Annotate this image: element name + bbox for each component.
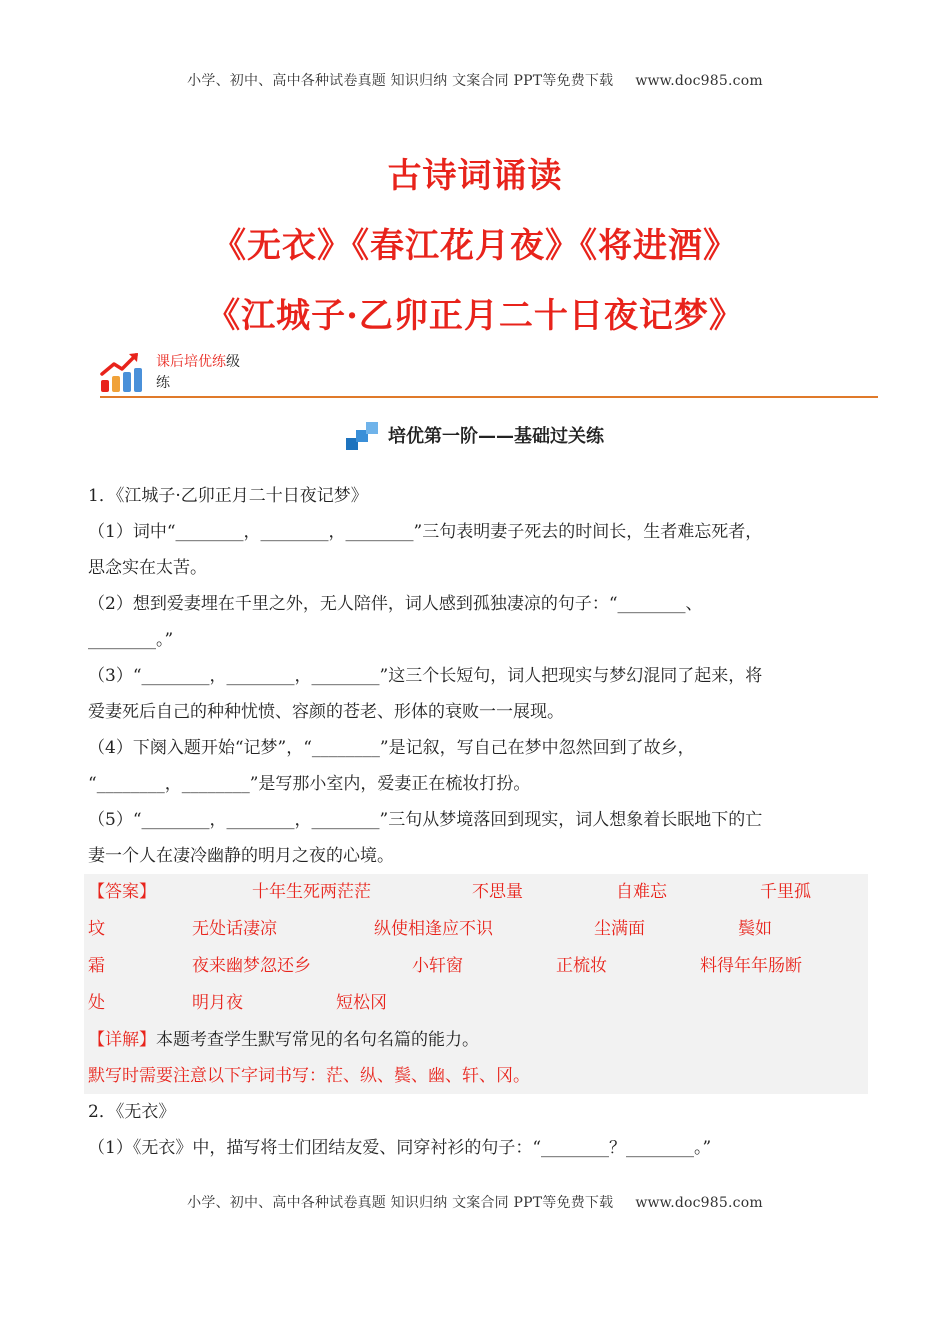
answer-row — [88, 948, 868, 985]
header-url[interactable]: www.doc985.com — [635, 73, 763, 89]
answer-item: 纵使相逢应不识 — [374, 919, 493, 939]
detail-line1 — [88, 1022, 868, 1058]
growth-chart-icon — [100, 350, 144, 394]
answer-item: 无处话凄凉 — [192, 919, 277, 939]
banner-label — [156, 352, 240, 394]
q1-part2-line2: ________。” — [88, 630, 174, 650]
stairs-icon — [346, 420, 380, 450]
answer-item: 明月夜 — [192, 993, 243, 1013]
q2-title: 2．《无衣》 — [88, 1102, 176, 1122]
banner-label-black1: 级 — [226, 354, 240, 370]
subtitle-poems: 《无衣》《春江花月夜》《将进酒》 — [212, 226, 738, 266]
detail-label: 【详解】 — [88, 1030, 156, 1050]
answer-item: 霜 — [88, 956, 105, 976]
q1-part3-line2: 爱妻死后自己的种种忧愤、容颜的苍老、形体的衰败一一展现。 — [88, 702, 564, 722]
q1-part5-line1: （5）“________，________，________”三句从梦境落回到现实，词人想象着长眠地下的亡 — [88, 810, 763, 830]
section-heading — [0, 420, 950, 454]
answer-row — [88, 985, 868, 1022]
answer-item: 十年生死两茫茫 — [252, 882, 371, 902]
q1-part3-line1: （3）“________，________，________”这三个长短句，词人把现实与梦幻混同了起来，将 — [88, 666, 763, 686]
document-body — [88, 478, 868, 1166]
answer-item: 千里孤 — [760, 882, 811, 902]
page-footer — [0, 1192, 950, 1212]
answer-item: 不思量 — [472, 882, 523, 902]
answer-item: 料得年年肠断 — [700, 956, 802, 976]
q1-part1-line1: （1）词中“________，________，________”三句表明妻子死去的时间长，生者难忘死者， — [88, 522, 763, 542]
practice-banner — [100, 348, 878, 400]
detail-text: 本题考查学生默写常见的名句名篇的能力。 — [156, 1030, 479, 1050]
answer-row — [88, 874, 868, 911]
detail-line2: 默写时需要注意以下字词书写：茫、纵、鬓、幽、轩、冈。 — [88, 1066, 530, 1086]
q1-part2-line1: （2）想到爱妻埋在千里之外，无人陪伴，词人感到孤独凄凉的句子：“________、 — [88, 594, 703, 614]
answer-item: 小轩窗 — [412, 956, 463, 976]
answer-item: 夜来幽梦忽还乡 — [192, 956, 311, 976]
q1-part4-line2: “________，________”是写那小室内，爱妻正在梳妆打扮。 — [88, 774, 531, 794]
q2-part1: （1）《无衣》中，描写将士们团结友爱、同穿衬衫的句子：“________？________。” — [88, 1138, 712, 1158]
answer-label: 【答案】 — [88, 882, 156, 902]
main-title: 古诗词诵读 — [387, 156, 563, 196]
answer-item: 坟 — [88, 919, 105, 939]
q1-part4-line1: （4）下阕入题开始“记梦”，“________”是记叙，写自己在梦中忽然回到了故乡， — [88, 738, 695, 758]
answer-item: 自难忘 — [616, 882, 667, 902]
answer-item: 尘满面 — [594, 919, 645, 939]
header-text: 小学、初中、高中各种试卷真题 知识归纳 文案合同 PPT等免费下载 — [187, 73, 614, 89]
q1-part5-line2: 妻一个人在凄冷幽静的明月之夜的心境。 — [88, 846, 394, 866]
answer-box — [84, 874, 868, 1094]
subtitle-jiangchengzi: 《江城子·乙卯正月二十日夜记梦》 — [206, 296, 744, 336]
q1-part1-line2: 思念实在太苦。 — [88, 558, 207, 578]
banner-label-black2: 练 — [156, 375, 170, 391]
footer-text: 小学、初中、高中各种试卷真题 知识归纳 文案合同 PPT等免费下载 — [187, 1195, 614, 1211]
answer-item: 正梳妆 — [556, 956, 607, 976]
section-title: 培优第一阶——基础过关练 — [388, 426, 604, 447]
answer-item: 处 — [88, 993, 105, 1013]
banner-divider — [100, 396, 878, 398]
footer-url[interactable]: www.doc985.com — [635, 1195, 763, 1211]
banner-label-red: 课后培优练 — [156, 354, 226, 370]
answer-row — [88, 911, 868, 948]
page-header — [0, 70, 950, 90]
q1-title: 1．《江城子·乙卯正月二十日夜记梦》 — [88, 486, 368, 506]
answer-item: 短松冈 — [336, 993, 387, 1013]
answer-item: 鬓如 — [738, 919, 772, 939]
